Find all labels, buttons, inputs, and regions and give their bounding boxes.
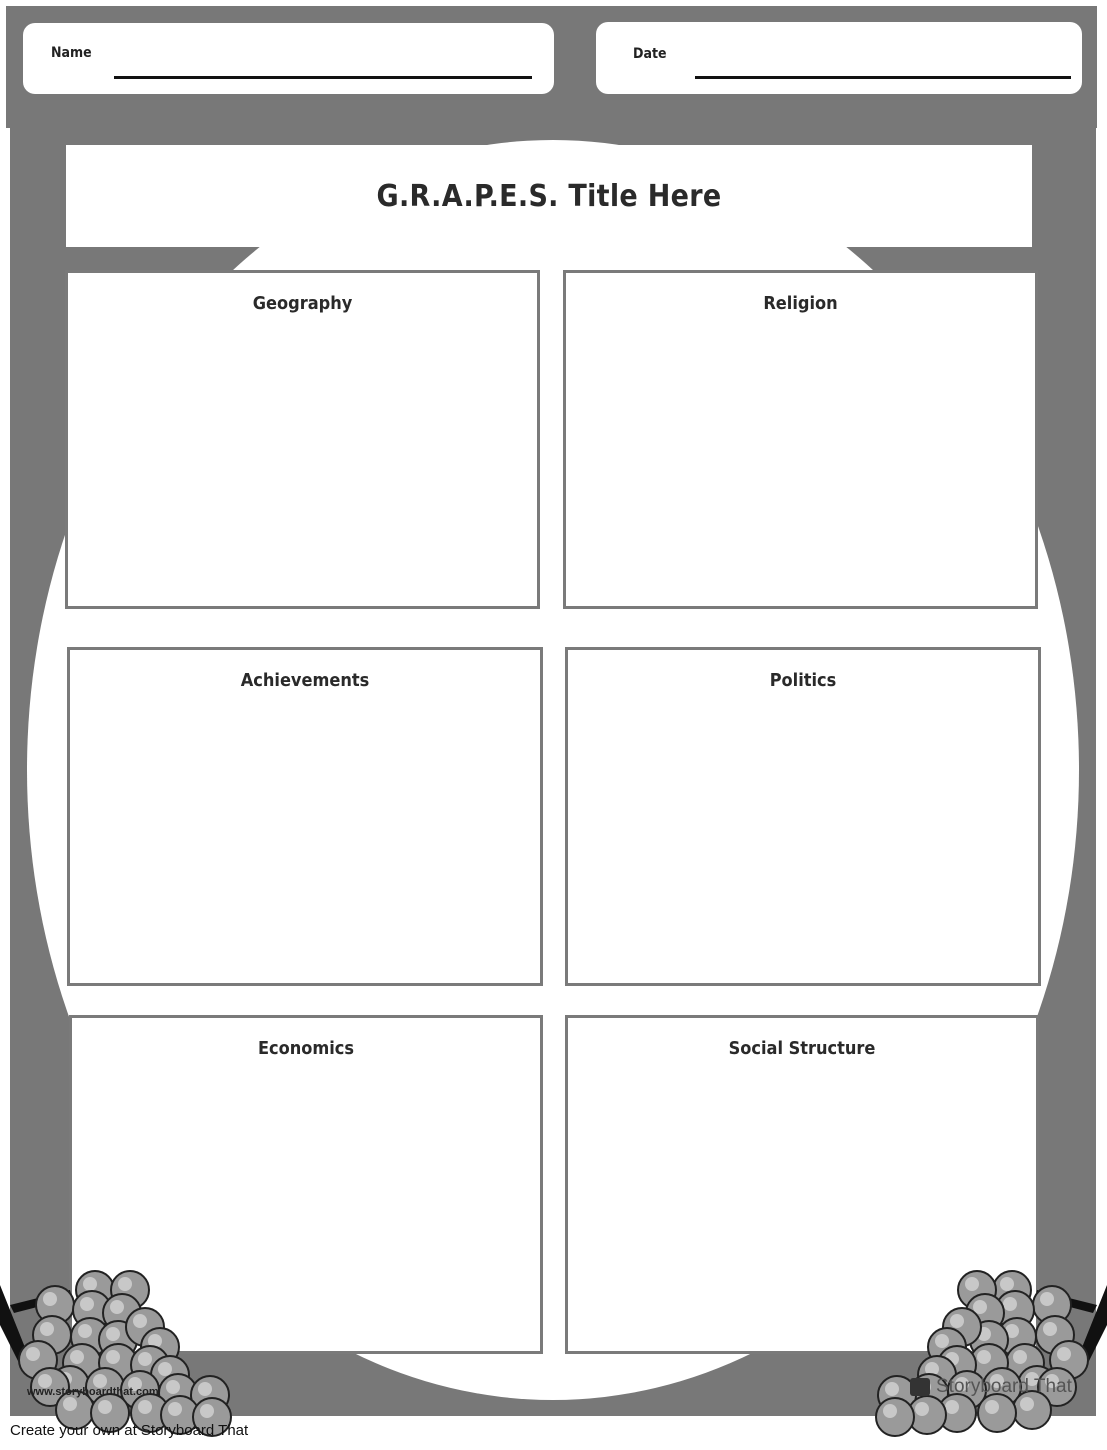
storyboard-logo-icon bbox=[910, 1378, 930, 1396]
grapes-left-icon bbox=[0, 1265, 245, 1440]
name-label: Name bbox=[51, 45, 92, 61]
section-geography[interactable] bbox=[65, 270, 540, 609]
section-label: Politics bbox=[769, 670, 837, 691]
title-box[interactable] bbox=[66, 145, 1032, 247]
section-politics[interactable] bbox=[565, 647, 1041, 986]
date-line bbox=[695, 76, 1071, 79]
grapes-right-icon bbox=[862, 1265, 1107, 1440]
section-label: Geography bbox=[252, 293, 353, 314]
credit-line[interactable]: Create your own at Storyboard That bbox=[10, 1422, 249, 1439]
page-title: G.R.A.P.E.S. Title Here bbox=[376, 178, 722, 214]
brand-name: Storyboard That bbox=[936, 1376, 1072, 1397]
date-field[interactable] bbox=[596, 22, 1082, 94]
name-line bbox=[114, 76, 532, 79]
name-field[interactable] bbox=[23, 23, 554, 94]
brand-mark bbox=[910, 1376, 1072, 1398]
section-label: Achievements bbox=[240, 670, 370, 691]
section-religion[interactable] bbox=[563, 270, 1038, 609]
watermark-text: www.storyboardthat.com bbox=[27, 1386, 159, 1398]
section-label: Religion bbox=[763, 293, 838, 314]
section-label: Economics bbox=[257, 1038, 355, 1059]
date-label: Date bbox=[633, 46, 667, 62]
section-achievements[interactable] bbox=[67, 647, 543, 986]
section-label: Social Structure bbox=[728, 1038, 876, 1059]
